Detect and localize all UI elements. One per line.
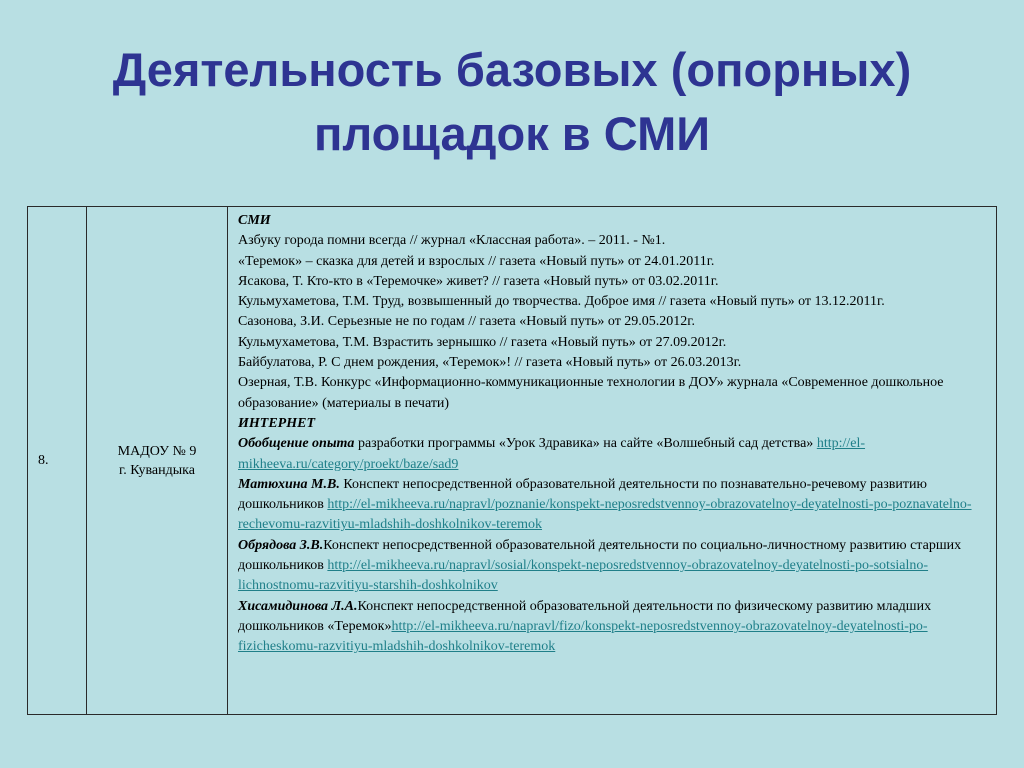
internet-entry [238, 536, 988, 597]
entry-text: Конспект непосредственной образовательной деятельности по социально-личностному развитию старших дошкольников [238, 537, 962, 574]
list-item: Байбулатова, Р. С днем рождения, «Теремок»! // газета «Новый путь» от 26.03.2013г. [238, 355, 742, 371]
organization-city: г. Кувандыка [119, 462, 195, 478]
list-item: Кульмухаметова, Т.М. Труд, возвышенный до творчества. Доброе имя // газета «Новый путь» от 13.12.2011г. [238, 294, 885, 310]
entry-lead: Обрядова З.В. [238, 537, 324, 553]
list-item: «Теремок» – сказка для детей и взрослых // газета «Новый путь» от 24.01.2011г. [238, 253, 715, 269]
entry-link[interactable]: http://el-mikheeva.ru/napravl/sosial/konspekt-neposredstvennoy-obrazovatelnoy-deyatelnosti-po-sotsialno-lichnostnomu-razvitiyu-starshih-doshkolnikov [238, 558, 929, 594]
page-title-line-1: Деятельность базовых (опорных) [112, 43, 912, 96]
entry-text: разработки программы «Урок Здравика» на сайте «Волшебный сад детства» [354, 436, 817, 452]
internet-heading: ИНТЕРНЕТ [238, 415, 315, 431]
media-table [27, 206, 997, 715]
page-title [0, 38, 1024, 166]
list-item: Азбуку города помни всегда // журнал «Классная работа». – 2011. - №1. [238, 233, 666, 249]
row-number-cell [28, 207, 87, 715]
entry-link[interactable]: http://el-mikheeva.ru/napravl/poznanie/konspekt-neposredstvennoy-obrazovatelnoy-deyatelnosti-po-poznavatelno-rechevomu-razvitiyu-mladshih-doshkolnikov-teremok [238, 497, 972, 533]
organization-cell [87, 207, 228, 715]
table-row [28, 207, 997, 715]
entry-lead: Матюхина М.В. [238, 476, 340, 492]
list-item: Сазонова, З.И. Серьезные не по годам // газета «Новый путь» от 29.05.2012г. [238, 314, 695, 330]
entry-text: Конспект непосредственной образовательной деятельности по познавательно-речевому развитию дошкольников [238, 476, 927, 513]
entry-text: Конспект непосредственной образовательной деятельности по физическому развитию младших дошкольников «Теремок» [238, 598, 932, 634]
row-number: 8. [38, 452, 49, 468]
publications-cell [228, 207, 997, 715]
entry-lead: Обобщение опыта [238, 436, 355, 452]
entry-link[interactable]: http://el-mikheeva.ru/category/proekt/baze/sad9 [238, 436, 866, 472]
entry-lead: Хисамидинова Л.А. [238, 598, 358, 614]
internet-entry [238, 475, 988, 536]
smi-heading: СМИ [238, 213, 271, 228]
internet-entry [238, 434, 988, 475]
organization-name: МАДОУ № 9 [117, 443, 197, 459]
list-item: Озерная, Т.В. Конкурс «Информационно-коммуникационные технологии в ДОУ» журнала «Современное дошкольное образование» (материалы в печати) [238, 375, 944, 411]
page-title-line-2: площадок в СМИ [313, 107, 711, 160]
list-item: Ясакова, Т. Кто-кто в «Теремочке» живет? // газета «Новый путь» от 03.02.2011г. [238, 273, 719, 289]
list-item: Кульмухаметова, Т.М. Взрастить зернышко // газета «Новый путь» от 27.09.2012г. [238, 334, 727, 350]
internet-entry [238, 597, 988, 658]
entry-link[interactable]: http://el-mikheeva.ru/napravl/fizo/konspekt-neposredstvennoy-obrazovatelnoy-deyatelnosti-po-fizicheskomu-razvitiyu-mladshih-doshkolnikov-teremok [238, 618, 928, 655]
